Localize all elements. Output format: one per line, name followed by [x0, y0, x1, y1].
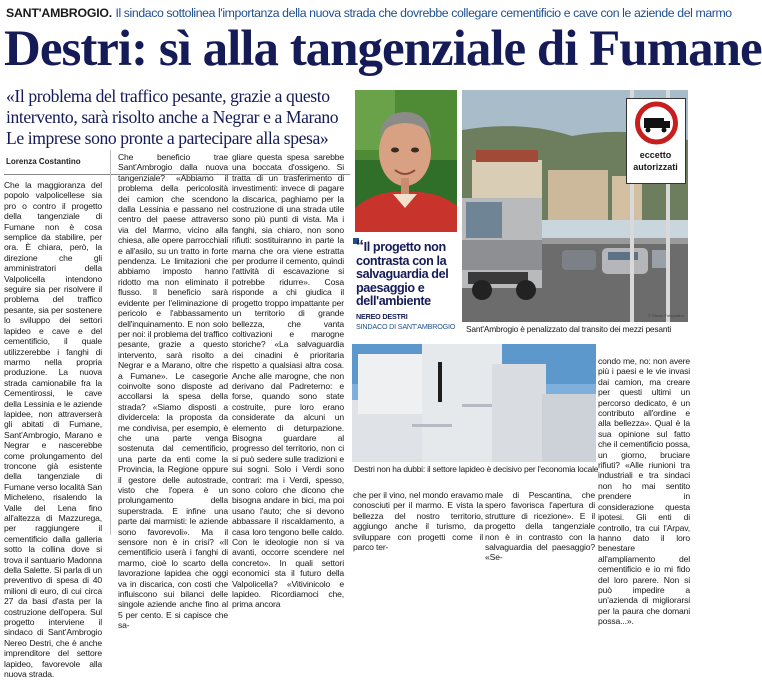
portrait-photo — [355, 90, 457, 232]
column-divider — [110, 150, 111, 535]
caption-road: Sant'Ambrogio è penalizzato dal transito dei mezzi pesanti — [466, 324, 672, 334]
pull-quote — [356, 240, 460, 309]
kicker-text: Il sindaco sottolinea l'importanza della nuova strada che dovrebbe collegare cementificio e cave con le aziende del marmo — [115, 6, 732, 20]
standfirst: «Il problema del traffico pesante, grazie a questo intervento, sarà risolto anche a Negrar e a Marano Le imprese sono pronte a partecipare alla spesa» — [6, 86, 339, 148]
traffic-sign — [626, 98, 686, 184]
sign-line-2: autorizzati — [633, 162, 678, 172]
pull-quote-text: Il progetto non contrasta con la salvaguardia del paesaggio e dell'ambiente — [356, 240, 449, 309]
marble-blocks-photo — [352, 344, 596, 462]
article-column-5 — [485, 490, 595, 563]
column-text: gliare questa spesa sarebbe una boccata d'ossigeno. Si tratta di un trasferimento di investimenti: invece di pagare la discarica, paghiamo per la costruzione di una strada utile sono più punti di vista. Ma i fanghi, sia chiaro, non sono rifiuti: sostituiranno in parte la marna che ora viene estratta per produrre il cemento, quindi l'attività di escavazione si potrebbe ridurre». Cosa risponde a chi giudica il progetto troppo impattante per un territorio di grande bellezza, che vanta coltivazioni e marogne storiche? «La salvaguardia dei cinadini è prioritaria rispetto a qualsiasi altra cosa. Anche alle marogne, che non derivano dal Padreterno: e forse, quando sono state costruite, pure loro erano considerate da alcuni un elemento di deturpazione. Bisogna guardare al progresso del territorio, non ci si può sedere sulle tradizioni e sui sogni. Solo i Verdi sono contrari: ma i Verdi, spesso, sono coloro che dicono che bisogna andare in bici, ma poi usano l'auto; che si devono abbassare il riscaldamento, a casa loro tengono belle caldo. Con le ideologie non si va avanti, occorre scendere nel concreto». In quali settori economici sta il futuro della Valpolicella? «Vitivinicolo e lapideo. Ricordiamoci che, prima ancora — [232, 152, 344, 610]
kicker-place: SANT'AMBROGIO. — [6, 6, 113, 20]
column-text: che per il vino, nel mondo eravamo conosciuti per il marmo. E vista la bellezza del nostro territorio, aggiungo anche il turismo, da sviluppare con progetti come il parco ter- — [353, 490, 483, 553]
column-text: male di Pescantina, che spero favorisca l'apertura di strutture di ricezione». E il progetto della tangenziale non è in contrasto con la salvaguardia del paesaggio? «Se- — [485, 490, 595, 563]
article-column-1 — [4, 180, 102, 680]
pull-quote-role: SINDACO DI SANT'AMBROGIO — [356, 322, 456, 331]
column-text: condo me, no: non avere più i paesi e le vie invasi dai camion, ma creare per questi ultimi un percorso dedicato, è un contributo all'ordine e alla bellezza». Qual è la sua opinione sul fatto che il cementificio possa, un giorno, bruciare rifiuti? «Alle riunioni tra industriali e tra sindaci non ho mai sentito prendere in considerazione questa ipotesi. Gli enti di controllo, tra cui l'Arpav, hanno dato il loro benestare all'ampliamento del cementificio e io mi fido del loro parere. Non si può impedire a un'azienda di migliorarsi per la paura che domani possa...». — [598, 356, 690, 627]
sign-line-1: eccetto — [639, 150, 672, 160]
article-column-3 — [232, 152, 344, 610]
column-text: Che beneficio trae Sant'Ambrogio dalla nuova tangenziale? «Abbiamo il problema della pericolosità dei camion che scendono dalla Lessinia e passano nel centro del paese attraverso via del Marmo, vicino alla chiesa, alle opere parrocchiali e all'asilo, su un tratto in forte pendenza. Le limitazioni che abbiamo imposto hanno ridotto ma non eliminato il flusso. Il beneficio sarà evidente per l'eliminazione di pericolo e l'abbassamento dell'inquinamento. E non solo per noi: il problema del traffico pesante, grazie a questo intervento, sarà risolto a Negrar e a Marano, oltre che a Fumane». Le casegorie coinvolte sono disposte ad accollarsi la spesa della strada? «Siamo disposti a dividercela: la proposta da me condivisa, per esempio, è che una parte venga sostenuta dal cementificio, una parte da enti come la Provincia, la Regione oppure il gestore delle autostrade, visto che l'opera è un prolungamento della superstrada. E infine una parte dai marmisti: le aziende sono favorevoli». Ma il sensore non è in crisi? «Il cementificio userà i fanghi di marmo, cioè lo scarto della lavorazione lapidea che oggi va in discarica, con costi che influiscono sui bilanci delle singole aziende anche fino al 5 per cento. E si capisce che sa- — [118, 152, 229, 631]
byline: Lorenza Costantino — [6, 157, 81, 166]
photo-credit: © Studio Fotografico — [648, 313, 685, 318]
headline: Destri: sì alla tangenziale di Fumane — [4, 21, 762, 77]
caption-marble: Destri non ha dubbi: il settore lapideo è decisivo per l'economia locale — [354, 464, 599, 474]
column-text: Che la maggioranza del popolo valpolicellese sia pro o contro il progetto della tangenziale di Fumane non è cosa semplice da stabilire, per ora. È chiara, però, la direzione che gli amministratori della Valpolicella intendono seguire sia per risolvere il problema del traffico pesante, sia per sostenere lo sviluppo dei settori lapideo e cave e del cementificio, il quale utilizzerebbe i fanghi di marmo nella propria produzione. La nuova strada camionabile fra la Cementirossi, le cave della Lessinia e le aziende lapidee, non attraverserà gli abitati di Fumane, Sant'Ambrogio, Marano e Negrar e nascerebbe come prolungamento del troncone già esistente della tangenziale di Fumane verso località San Micheleno, risalendo la Valle del Lena fino all'altezza di Mazzurega, per raggiungere il cementificio dalla galleria sotto la collina dove si trova il santuario Madonna della Salette. Si parla di un preventivo di spesa di 40 milioni di euro, di cui circa 27 da basi d'asta per la costruzione dell'opera. Sul progetto interviene il sindaco di Sant'Ambrogio Nereo Destri, che è anche imprenditore del settore lapideo, favorevole alla nuova strada. — [4, 180, 102, 680]
quote-open-mark: “ — [356, 238, 364, 255]
article-column-6 — [598, 356, 690, 627]
article-column-2 — [118, 152, 229, 631]
article-column-4 — [353, 490, 483, 553]
pull-quote-name: NEREO DESTRI — [356, 312, 408, 321]
